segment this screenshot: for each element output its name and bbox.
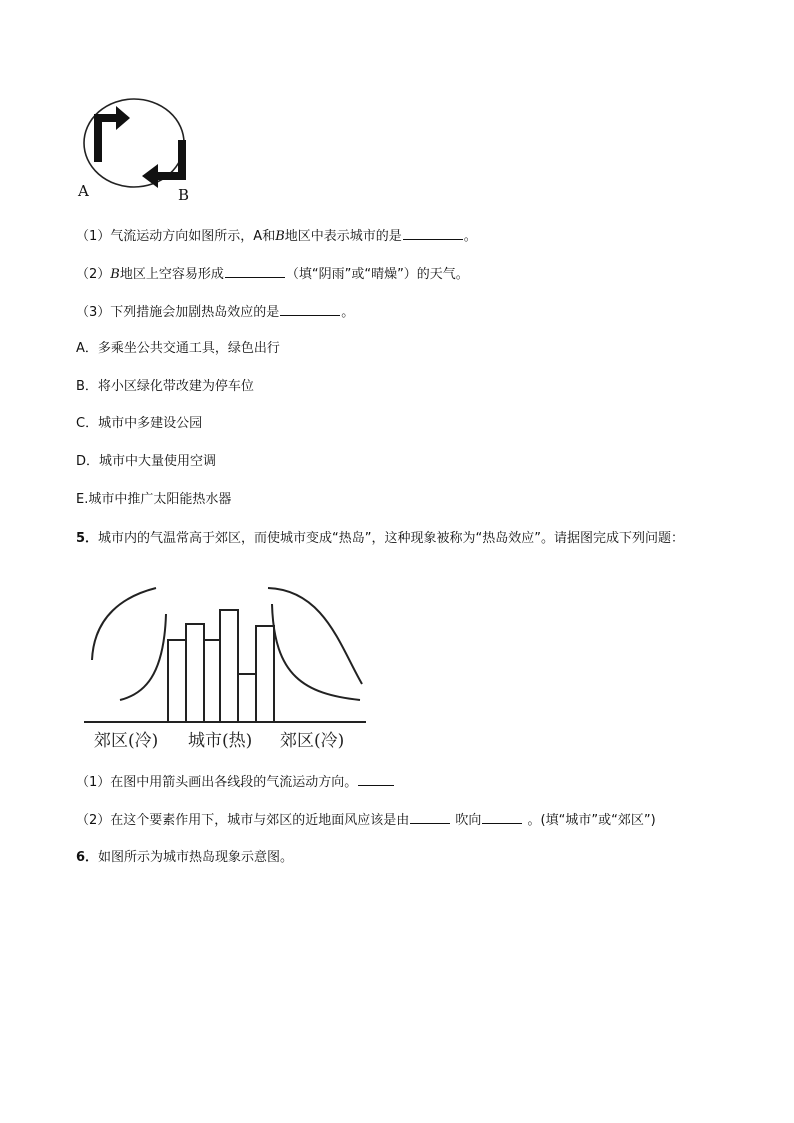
building <box>256 626 274 722</box>
q4-sub3: （3）下列措施会加剧热岛效应的是 。 <box>76 302 354 322</box>
airflow-curve-right-inner <box>272 604 360 700</box>
q5-sub1: （1）在图中用箭头画出各线段的气流运动方向。 <box>76 772 395 792</box>
q4-sub2: （2）B地区上空容易形成 （填“阴雨”或“晴燥”）的天气。 <box>76 264 469 284</box>
option-e: E.城市中推广太阳能热水器 <box>76 492 232 507</box>
left-arrow-icon <box>94 106 130 162</box>
circulation-diagram <box>74 96 204 206</box>
right-arrow-icon <box>142 140 186 188</box>
building <box>204 640 220 722</box>
answer-blank[interactable] <box>410 810 450 824</box>
q5-sub2: （2）在这个要素作用下，城市与郊区的近地面风应该是由 吹向 。(填“城市”或“郊区”) <box>76 810 656 830</box>
airflow-curve-left <box>92 588 156 660</box>
label-b: B <box>178 186 190 204</box>
building <box>220 610 238 722</box>
q5-stem: 5．城市内的气温常高于郊区，而使城市变成“热岛”，这种现象被称为“热岛效应”。请据图完成下列问题： <box>76 531 684 546</box>
label-a: A <box>78 182 89 200</box>
answer-blank[interactable] <box>403 226 463 240</box>
heat-island-diagram <box>84 586 374 756</box>
answer-blank[interactable] <box>482 810 522 824</box>
option-c: C．城市中多建设公园 <box>76 416 203 431</box>
city-buildings <box>168 610 274 722</box>
answer-blank[interactable] <box>358 772 394 786</box>
q6-stem: 6．如图所示为城市热岛现象示意图。 <box>76 850 294 865</box>
option-b: B．将小区绿化带改建为停车位 <box>76 379 254 394</box>
airflow-curve-left-inner <box>120 614 166 700</box>
building <box>238 674 256 722</box>
option-d: D．城市中大量使用空调 <box>76 454 217 469</box>
building <box>186 624 204 722</box>
answer-blank[interactable] <box>280 302 340 316</box>
label-city: 城市(热) <box>188 731 253 751</box>
answer-blank[interactable] <box>225 264 285 278</box>
airflow-curve-right <box>268 588 362 684</box>
building <box>168 640 186 722</box>
label-suburb-left: 郊区(冷) <box>94 731 159 751</box>
label-suburb-right: 郊区(冷) <box>280 731 345 751</box>
option-a: A．多乘坐公共交通工具，绿色出行 <box>76 341 280 356</box>
q4-sub1: （1）气流运动方向如图所示，A和B地区中表示城市的是 。 <box>76 226 477 246</box>
